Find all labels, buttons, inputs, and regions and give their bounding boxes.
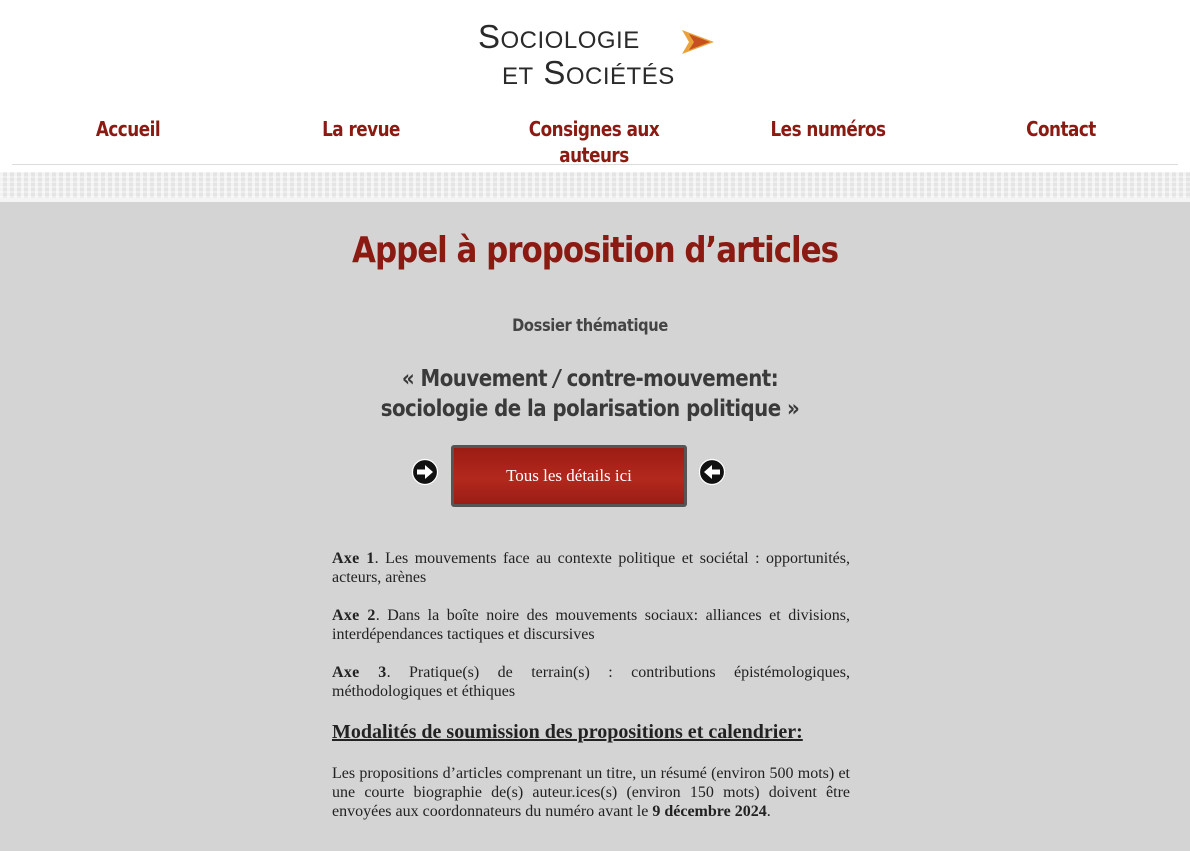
page-title: Appel à proposition d’articles [352, 230, 838, 271]
call-content [332, 549, 850, 821]
nav-item-accueil[interactable]: Accueil [95, 117, 161, 141]
logo[interactable] [472, 12, 722, 96]
arrow-left-circle-icon [698, 458, 726, 486]
nav-item-consignes-aux-auteurs[interactable]: Consignes aux auteurs [528, 117, 660, 167]
axe-item [332, 606, 850, 644]
dossier-title-part1: « Mouvement [401, 366, 554, 392]
main-content [0, 202, 1190, 851]
axe-text: . Pratique(s) de terrain(s) : contributions épistémologiques, méthodologiques et éthiques [332, 664, 850, 700]
nav-item-contact[interactable]: Contact [1026, 117, 1096, 141]
modalites-heading: Modalités de soumission des propositions et calendrier: [332, 721, 803, 743]
submission-paragraph [332, 764, 850, 821]
dossier-title-slash: / [553, 366, 561, 392]
dossier-label: Dossier thématique [512, 316, 668, 336]
submission-text: Les propositions d’articles comprenant un titre, un résumé (environ 500 mots) et une courte biographie de(s) auteur.ices(s) (environ 150 mots) doivent être envoyées aux coordonnateurs du numéro avant le [332, 765, 850, 820]
axe-label: Axe 2 [332, 607, 376, 624]
dossier-title-part2: contre-mouvement: [560, 366, 779, 392]
axe-label: Axe 3 [332, 664, 387, 681]
details-button[interactable]: Tous les détails ici [451, 445, 687, 507]
logo-text-line2: ET SOCIÉTÉS [502, 54, 675, 91]
logo-text-line1: SOCIOLOGIE [478, 18, 640, 55]
submission-end: . [766, 803, 771, 820]
dossier-title [83, 364, 1098, 424]
axe-text: . Les mouvements face au contexte politique et sociétal : opportunités, acteurs, arènes [332, 550, 851, 586]
axe-item [332, 663, 850, 701]
logo-arrow-icon [680, 28, 716, 56]
axe-text: . Dans la boîte noire des mouvements sociaux: alliances et divisions, interdépendances tactiques et discursives [332, 607, 851, 643]
dossier-title-line2: sociologie de la polarisation politique » [380, 396, 800, 422]
submission-deadline: 9 décembre 2024 [652, 803, 767, 820]
decorative-band [0, 172, 1190, 198]
axe-item [332, 549, 850, 587]
main-nav [12, 112, 1178, 165]
arrow-right-circle-icon [411, 458, 439, 486]
nav-item-la-revue[interactable]: La revue [322, 117, 400, 141]
nav-item-les-numeros[interactable]: Les numéros [770, 117, 886, 141]
axe-label: Axe 1 [332, 550, 375, 567]
